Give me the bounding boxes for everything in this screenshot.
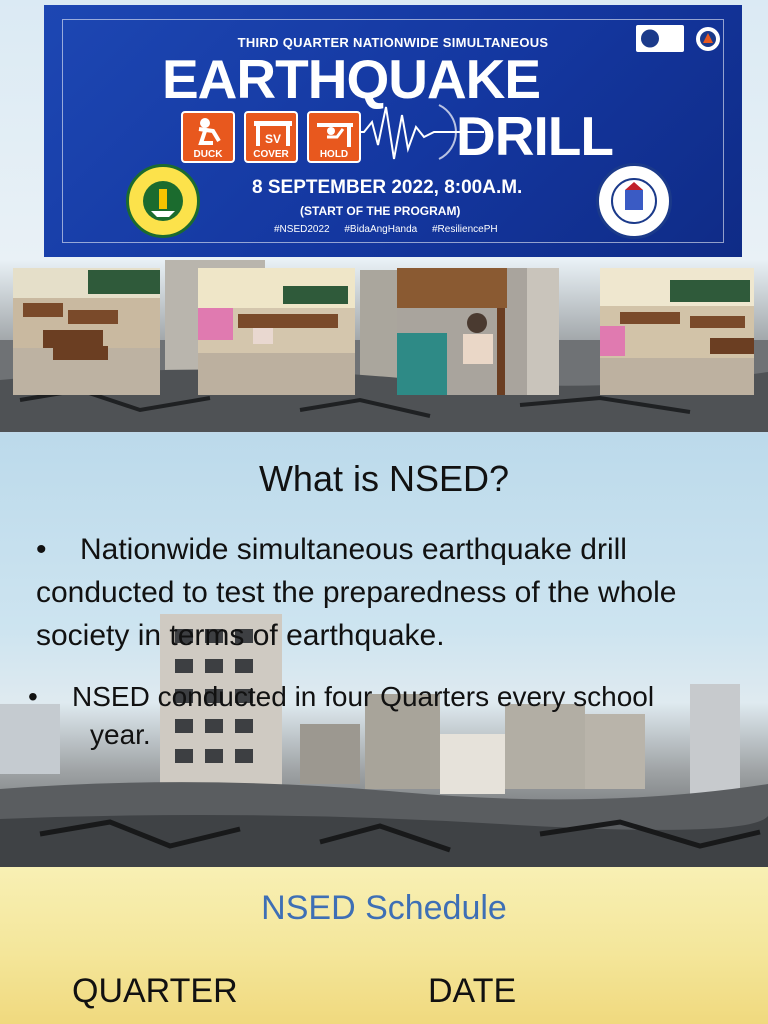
bullet-1 bbox=[36, 528, 746, 657]
bullet-marker: • bbox=[36, 533, 47, 566]
school-seal bbox=[126, 164, 200, 238]
hashtags bbox=[274, 224, 510, 235]
slide-title: What is NSED? bbox=[258, 458, 510, 499]
column-header-quarter: QUARTER bbox=[72, 972, 238, 1010]
bullet-2-text-line1: NSED conducted in four Quarters every school bbox=[72, 681, 655, 712]
bullet-2 bbox=[28, 678, 748, 754]
cover-icon bbox=[246, 113, 300, 149]
hold-label: HOLD bbox=[319, 149, 349, 160]
deped-seal bbox=[596, 163, 672, 239]
hashtag: #NSED2022 bbox=[274, 224, 330, 235]
school-seal-emblem bbox=[129, 167, 197, 235]
hold-icon bbox=[309, 113, 363, 149]
duck-icon bbox=[183, 113, 237, 149]
banner-title-drill: DRILL bbox=[456, 105, 613, 167]
earthquake-drill-banner bbox=[44, 5, 742, 257]
bullet-1-text: Nationwide simultaneous earthquake drill conducted to test the preparedness of the whole society in terms of earthquake. bbox=[36, 533, 677, 652]
bullet-2-text-line2: year. bbox=[90, 719, 151, 750]
classroom-photo-2 bbox=[198, 268, 355, 395]
slide-2 bbox=[0, 434, 768, 867]
svg-text:SV: SV bbox=[264, 132, 282, 146]
banner-title-earthquake: EARTHQUAKE bbox=[162, 48, 541, 110]
column-header-date: DATE bbox=[428, 972, 517, 1010]
hashtag: #BidaAngHanda bbox=[344, 224, 418, 235]
schedule-title: NSED Schedule bbox=[261, 889, 507, 927]
drill-date: 8 SEPTEMBER 2022, 8:00A.M. bbox=[252, 177, 523, 198]
banner-top-line: THIRD QUARTER NATIONWIDE SIMULTANEOUS bbox=[237, 35, 549, 50]
student-under-desk-photo bbox=[397, 268, 559, 395]
duck-step-badge bbox=[181, 111, 235, 163]
cover-step-badge bbox=[244, 111, 298, 163]
classroom-photo-4 bbox=[600, 268, 754, 395]
deped-seal-emblem bbox=[599, 166, 669, 236]
bullet-marker: • bbox=[28, 681, 38, 712]
hashtag: #ResiliencePH bbox=[432, 224, 498, 235]
classroom-photo-1 bbox=[13, 268, 160, 395]
hold-step-badge bbox=[307, 111, 361, 163]
slide-1 bbox=[0, 0, 768, 432]
program-start-note: (START OF THE PROGRAM) bbox=[300, 204, 461, 218]
cover-label: COVER bbox=[253, 149, 289, 160]
duck-label: DUCK bbox=[193, 149, 223, 160]
slide-3 bbox=[0, 867, 768, 1024]
